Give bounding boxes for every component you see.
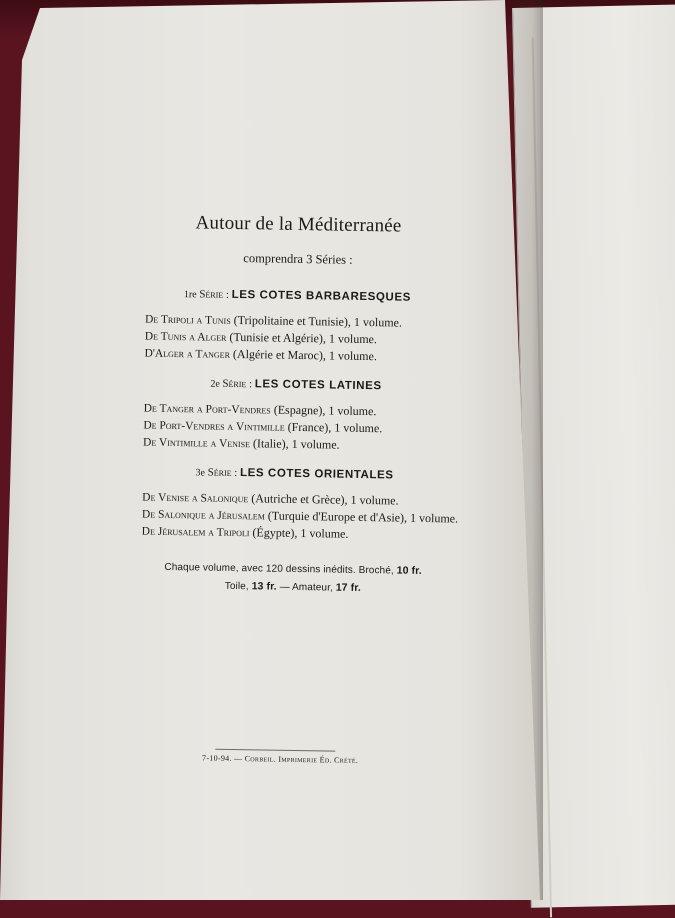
volume-route: De Vintimille a Venise bbox=[143, 436, 251, 451]
serie-heading bbox=[121, 376, 471, 393]
price-text: Chaque volume, avec 120 dessins inédits. Broché, bbox=[164, 561, 394, 577]
volume-line bbox=[143, 435, 340, 453]
serie-heading bbox=[120, 465, 470, 482]
serie-label: Série : bbox=[199, 288, 230, 301]
volume-route: De Venise a Salonique bbox=[142, 491, 249, 506]
serie-name: LES COTES BARBARESQUES bbox=[231, 288, 412, 304]
price-line bbox=[128, 560, 458, 577]
serie-number: 3e bbox=[195, 467, 206, 479]
volume-route: De Jérusalem a Tripoli bbox=[141, 525, 250, 540]
volume-line bbox=[145, 312, 402, 331]
serie-name: LES COTES ORIENTALES bbox=[239, 467, 394, 482]
volume-route: De Salonique a Jérusalem bbox=[141, 508, 265, 523]
volume-line bbox=[144, 401, 377, 420]
page-subtitle: comprendra 3 Séries : bbox=[243, 251, 353, 267]
price-text: — Amateur, bbox=[279, 581, 333, 594]
serie-heading bbox=[122, 287, 472, 304]
printer-imprint: 7-10-94. — Corbeil. Imprimerie Éd. Crété. bbox=[201, 753, 359, 765]
volume-line bbox=[142, 490, 399, 509]
volume-detail: (Turquie d'Europe et d'Asie), 1 volume. bbox=[267, 508, 459, 526]
serie-name: LES COTES LATINES bbox=[254, 378, 382, 393]
price-text: Toile, bbox=[224, 580, 249, 593]
volume-line bbox=[144, 346, 377, 365]
price-line bbox=[128, 578, 458, 595]
volume-route: De Tripoli a Tunis bbox=[144, 313, 231, 327]
volume-route: De Port-Vendres a Vintimille bbox=[143, 419, 285, 434]
volume-line bbox=[145, 329, 377, 348]
serie-label: Série : bbox=[207, 466, 238, 480]
volume-detail: (Tunisie et Algérie), 1 volume. bbox=[229, 329, 378, 347]
price-amateur: 17 fr. bbox=[335, 581, 361, 594]
volume-detail: (Algérie et Maroc), 1 volume. bbox=[232, 346, 378, 364]
volume-line bbox=[142, 524, 349, 542]
serie-label: Série : bbox=[222, 377, 253, 391]
volume-line bbox=[143, 418, 382, 437]
price-toile: 13 fr. bbox=[251, 580, 277, 593]
volume-detail: (Espagne), 1 volume. bbox=[273, 402, 377, 419]
divider bbox=[215, 749, 335, 752]
volume-route: D'Alger a Tanger bbox=[144, 347, 231, 361]
serie-number: 1re bbox=[183, 289, 197, 301]
volume-detail: (Tripolitaine et Tunisie), 1 volume. bbox=[233, 312, 403, 330]
serie-number: 2e bbox=[210, 378, 220, 390]
volume-detail: (France), 1 volume. bbox=[287, 419, 383, 436]
volume-detail: (Italie), 1 volume. bbox=[252, 436, 340, 452]
volume-detail: (Égypte), 1 volume. bbox=[252, 525, 349, 541]
price-broche: 10 fr. bbox=[396, 564, 422, 577]
volume-detail: (Autriche et Grèce), 1 volume. bbox=[251, 491, 399, 508]
page-title: Autour de la Méditerranée bbox=[195, 212, 402, 237]
volume-route: De Tanger a Port-Vendres bbox=[143, 402, 271, 417]
volume-route: De Tunis a Alger bbox=[144, 330, 227, 344]
